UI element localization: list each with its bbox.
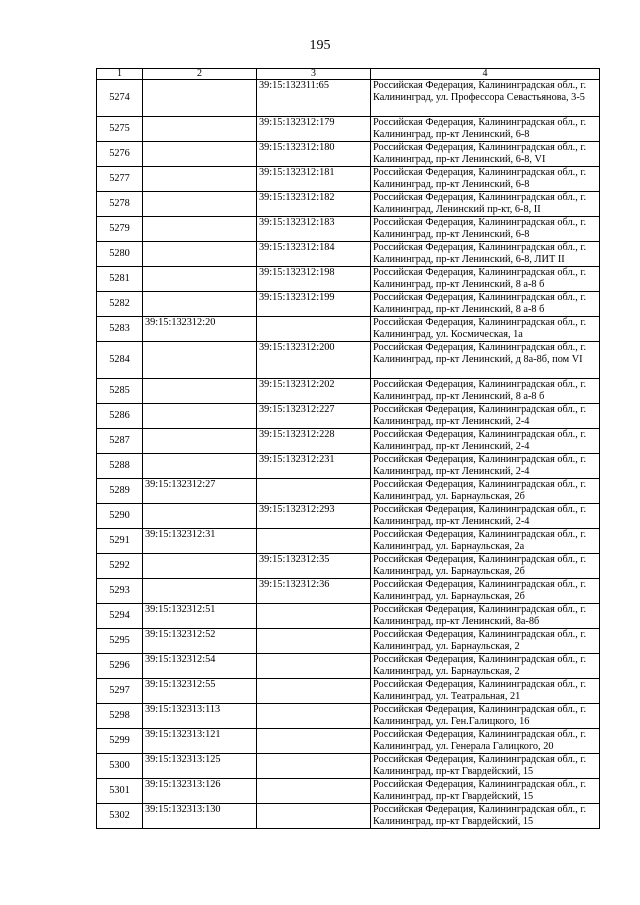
- object-number-cell: 39:15:132312:182: [257, 192, 371, 217]
- parcel-number-cell: 39:15:132313:113: [143, 704, 257, 729]
- header-row: [97, 69, 600, 80]
- row-number-cell: 5302: [97, 804, 143, 829]
- object-number-cell: 39:15:132311:65: [257, 80, 371, 117]
- row-number-cell: 5283: [97, 317, 143, 342]
- address-cell: Российская Федерация, Калининградская обл., г. Калининград, ул. Генерала Галицкого, 20: [371, 729, 600, 754]
- table-row: [97, 242, 600, 267]
- address-cell: Российская Федерация, Калининградская обл., г. Калининград, ул. Профессора Севастьянова, 3-5: [371, 80, 600, 117]
- object-number-cell: 39:15:132312:198: [257, 267, 371, 292]
- address-cell: Российская Федерация, Калининградская обл., г. Калининград, пр-кт Гвардейский, 15: [371, 754, 600, 779]
- address-cell: Российская Федерация, Калининградская обл., г. Калининград, пр-кт Ленинский, д 8а-8б, пом VI: [371, 342, 600, 379]
- parcel-number-cell: 39:15:132313:130: [143, 804, 257, 829]
- parcel-number-cell: [143, 80, 257, 117]
- parcel-number-cell: 39:15:132313:125: [143, 754, 257, 779]
- table-row: [97, 504, 600, 529]
- object-number-cell: [257, 529, 371, 554]
- table-row: [97, 192, 600, 217]
- object-number-cell: [257, 779, 371, 804]
- object-number-cell: 39:15:132312:180: [257, 142, 371, 167]
- column-header-1: 1: [97, 69, 143, 80]
- object-number-cell: 39:15:132312:35: [257, 554, 371, 579]
- table-row: [97, 529, 600, 554]
- row-number-cell: 5276: [97, 142, 143, 167]
- address-cell: Российская Федерация, Калининградская обл., г. Калининград, ул. Космическая, 1а: [371, 317, 600, 342]
- column-header-4: 4: [371, 69, 600, 80]
- object-number-cell: 39:15:132312:202: [257, 379, 371, 404]
- object-number-cell: 39:15:132312:36: [257, 579, 371, 604]
- row-number-cell: 5284: [97, 342, 143, 379]
- row-number-cell: 5280: [97, 242, 143, 267]
- address-cell: Российская Федерация, Калининградская обл., г. Калининград, пр-кт Ленинский, 8 а-8 б: [371, 292, 600, 317]
- parcel-number-cell: 39:15:132313:126: [143, 779, 257, 804]
- object-number-cell: [257, 754, 371, 779]
- address-cell: Российская Федерация, Калининградская обл., г. Калининград, пр-кт Ленинский, 2-4: [371, 404, 600, 429]
- object-number-cell: 39:15:132312:228: [257, 429, 371, 454]
- column-header-2: 2: [143, 69, 257, 80]
- table-body: [97, 80, 600, 829]
- object-number-cell: [257, 629, 371, 654]
- parcel-number-cell: [143, 342, 257, 379]
- table-row: [97, 404, 600, 429]
- parcel-number-cell: [143, 117, 257, 142]
- row-number-cell: 5291: [97, 529, 143, 554]
- row-number-cell: 5285: [97, 379, 143, 404]
- address-cell: Российская Федерация, Калининградская обл., г. Калининград, ул. Театральная, 21: [371, 679, 600, 704]
- table-row: [97, 554, 600, 579]
- address-cell: Российская Федерация, Калининградская обл., г. Калининград, ул. Ген.Галицкого, 16: [371, 704, 600, 729]
- parcel-number-cell: 39:15:132313:121: [143, 729, 257, 754]
- object-number-cell: [257, 479, 371, 504]
- row-number-cell: 5294: [97, 604, 143, 629]
- page-number: 195: [309, 38, 331, 53]
- table-row: [97, 167, 600, 192]
- object-number-cell: [257, 804, 371, 829]
- table-row: [97, 604, 600, 629]
- table-row: [97, 142, 600, 167]
- object-number-cell: [257, 679, 371, 704]
- row-number-cell: 5297: [97, 679, 143, 704]
- parcel-number-cell: 39:15:132312:27: [143, 479, 257, 504]
- parcel-number-cell: [143, 429, 257, 454]
- parcel-number-cell: 39:15:132312:20: [143, 317, 257, 342]
- table-row: [97, 754, 600, 779]
- row-number-cell: 5289: [97, 479, 143, 504]
- parcel-number-cell: [143, 404, 257, 429]
- row-number-cell: 5286: [97, 404, 143, 429]
- table-row: [97, 292, 600, 317]
- parcel-number-cell: [143, 454, 257, 479]
- table-row: [97, 629, 600, 654]
- row-number-cell: 5295: [97, 629, 143, 654]
- table-row: [97, 579, 600, 604]
- row-number-cell: 5279: [97, 217, 143, 242]
- row-number-cell: 5300: [97, 754, 143, 779]
- parcel-number-cell: 39:15:132312:52: [143, 629, 257, 654]
- address-cell: Российская Федерация, Калининградская обл., г. Калининград, пр-кт Ленинский, 8а-8б: [371, 604, 600, 629]
- address-cell: Российская Федерация, Калининградская обл., г. Калининград, ул. Барнаульская, 2: [371, 654, 600, 679]
- row-number-cell: 5277: [97, 167, 143, 192]
- address-cell: Российская Федерация, Калининградская обл., г. Калининград, пр-кт Ленинский, 8 а-8 б: [371, 267, 600, 292]
- parcel-number-cell: 39:15:132312:51: [143, 604, 257, 629]
- table-row: [97, 342, 600, 379]
- address-cell: Российская Федерация, Калининградская обл., г. Калининград, пр-кт Ленинский, 6-8, VI: [371, 142, 600, 167]
- address-cell: Российская Федерация, Калининградская обл., г. Калининград, Ленинский пр-кт, 6-8, II: [371, 192, 600, 217]
- parcel-number-cell: [143, 379, 257, 404]
- row-number-cell: 5292: [97, 554, 143, 579]
- table-row: [97, 729, 600, 754]
- table-row: [97, 80, 600, 117]
- parcel-number-cell: 39:15:132312:31: [143, 529, 257, 554]
- object-number-cell: [257, 704, 371, 729]
- address-cell: Российская Федерация, Калининградская обл., г. Калининград, пр-кт Гвардейский, 15: [371, 779, 600, 804]
- table-row: [97, 479, 600, 504]
- address-cell: Российская Федерация, Калининградская обл., г. Калининград, пр-кт Ленинский, 6-8: [371, 167, 600, 192]
- parcel-number-cell: [143, 554, 257, 579]
- parcel-number-cell: [143, 192, 257, 217]
- object-number-cell: [257, 729, 371, 754]
- cadastral-table: [96, 68, 600, 829]
- row-number-cell: 5278: [97, 192, 143, 217]
- row-number-cell: 5296: [97, 654, 143, 679]
- table-row: [97, 267, 600, 292]
- row-number-cell: 5275: [97, 117, 143, 142]
- parcel-number-cell: [143, 579, 257, 604]
- table-row: [97, 429, 600, 454]
- table-row: [97, 217, 600, 242]
- row-number-cell: 5281: [97, 267, 143, 292]
- table-row: [97, 654, 600, 679]
- row-number-cell: 5288: [97, 454, 143, 479]
- parcel-number-cell: [143, 504, 257, 529]
- object-number-cell: 39:15:132312:184: [257, 242, 371, 267]
- object-number-cell: 39:15:132312:179: [257, 117, 371, 142]
- address-cell: Российская Федерация, Калининградская обл., г. Калининград, пр-кт Ленинский, 6-8: [371, 117, 600, 142]
- table-row: [97, 779, 600, 804]
- parcel-number-cell: 39:15:132312:54: [143, 654, 257, 679]
- table-row: [97, 379, 600, 404]
- object-number-cell: [257, 604, 371, 629]
- parcel-number-cell: [143, 292, 257, 317]
- row-number-cell: 5287: [97, 429, 143, 454]
- address-cell: Российская Федерация, Калининградская обл., г. Калининград, пр-кт Гвардейский, 15: [371, 804, 600, 829]
- row-number-cell: 5290: [97, 504, 143, 529]
- table-row: [97, 117, 600, 142]
- row-number-cell: 5298: [97, 704, 143, 729]
- address-cell: Российская Федерация, Калининградская обл., г. Калининград, ул. Барнаульская, 2а: [371, 529, 600, 554]
- table-row: [97, 454, 600, 479]
- parcel-number-cell: [143, 267, 257, 292]
- table-row: [97, 679, 600, 704]
- table-row: [97, 804, 600, 829]
- address-cell: Российская Федерация, Калининградская обл., г. Калининград, пр-кт Ленинский, 2-4: [371, 504, 600, 529]
- object-number-cell: 39:15:132312:227: [257, 404, 371, 429]
- object-number-cell: [257, 654, 371, 679]
- row-number-cell: 5301: [97, 779, 143, 804]
- address-cell: Российская Федерация, Калининградская обл., г. Калининград, пр-кт Ленинский, 2-4: [371, 454, 600, 479]
- parcel-number-cell: [143, 217, 257, 242]
- object-number-cell: [257, 317, 371, 342]
- address-cell: Российская Федерация, Калининградская обл., г. Калининград, пр-кт Ленинский, 6-8: [371, 217, 600, 242]
- address-cell: Российская Федерация, Калининградская обл., г. Калининград, пр-кт Ленинский, 8 а-8 б: [371, 379, 600, 404]
- row-number-cell: 5282: [97, 292, 143, 317]
- object-number-cell: 39:15:132312:199: [257, 292, 371, 317]
- row-number-cell: 5274: [97, 80, 143, 117]
- address-cell: Российская Федерация, Калининградская обл., г. Калининград, ул. Барнаульская, 2б: [371, 479, 600, 504]
- parcel-number-cell: [143, 242, 257, 267]
- address-cell: Российская Федерация, Калининградская обл., г. Калининград, ул. Барнаульская, 2: [371, 629, 600, 654]
- address-cell: Российская Федерация, Калининградская обл., г. Калининград, ул. Барнаульская, 2б: [371, 554, 600, 579]
- address-cell: Российская Федерация, Калининградская обл., г. Калининград, ул. Барнаульская, 2б: [371, 579, 600, 604]
- row-number-cell: 5299: [97, 729, 143, 754]
- column-header-3: 3: [257, 69, 371, 80]
- table-row: [97, 704, 600, 729]
- parcel-number-cell: [143, 167, 257, 192]
- object-number-cell: 39:15:132312:181: [257, 167, 371, 192]
- object-number-cell: 39:15:132312:200: [257, 342, 371, 379]
- parcel-number-cell: 39:15:132312:55: [143, 679, 257, 704]
- object-number-cell: 39:15:132312:293: [257, 504, 371, 529]
- row-number-cell: 5293: [97, 579, 143, 604]
- table-row: [97, 317, 600, 342]
- address-cell: Российская Федерация, Калининградская обл., г. Калининград, пр-кт Ленинский, 2-4: [371, 429, 600, 454]
- object-number-cell: 39:15:132312:231: [257, 454, 371, 479]
- parcel-number-cell: [143, 142, 257, 167]
- object-number-cell: 39:15:132312:183: [257, 217, 371, 242]
- address-cell: Российская Федерация, Калининградская обл., г. Калининград, пр-кт Ленинский, 6-8, ЛИТ II: [371, 242, 600, 267]
